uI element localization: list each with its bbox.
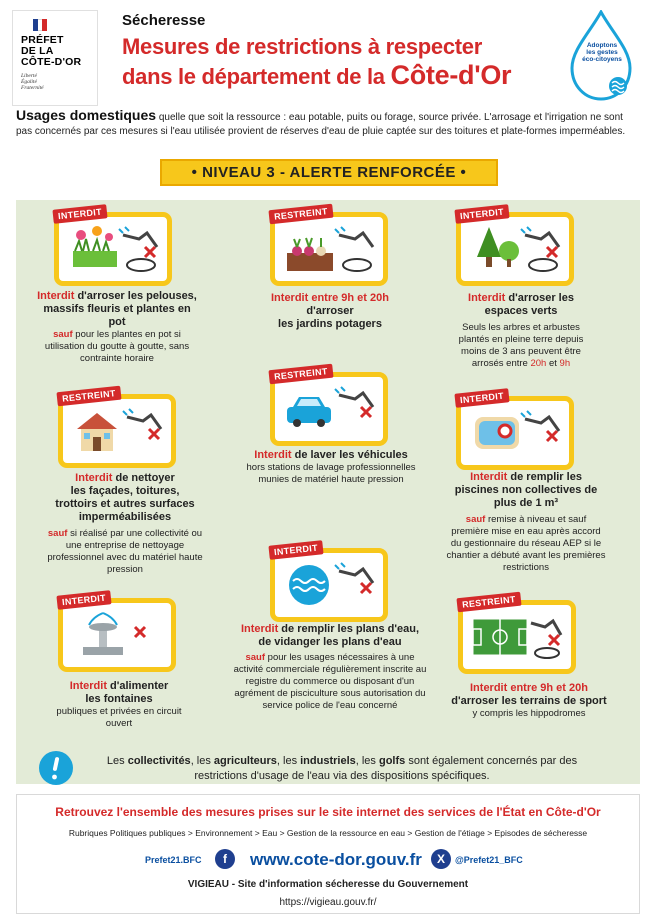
water-plan-restriction	[232, 623, 428, 712]
green-spaces-restriction	[446, 292, 596, 370]
card-subtitle-3: imperméabilisées	[78, 511, 172, 523]
fountain-icon	[63, 603, 171, 667]
alert-level-banner: • NIVEAU 3 - ALERTE RENFORCÉE •	[160, 159, 498, 186]
breadcrumb: Rubriques Politiques publiques > Environnement > Eau > Gestion de la ressource en eau > Gestion de l'étiage > Episodes de sécheresse	[68, 828, 588, 838]
restreint-tag: RESTREINT	[268, 364, 333, 385]
x-handle[interactable]: @Prefet21_BFC	[455, 855, 523, 865]
garden-restriction-icon-box	[270, 206, 388, 286]
card-title-red: Interdit	[69, 680, 107, 692]
note-red: sauf	[245, 652, 266, 663]
card-title-rest: d'alimenter	[106, 680, 169, 692]
lawn-restriction	[34, 290, 200, 365]
restreint-tag: RESTREINT	[56, 386, 121, 407]
pool-restriction	[446, 471, 606, 574]
note-red: sauf	[53, 329, 73, 340]
card-title-rest: de laver les véhicules	[291, 449, 408, 461]
note-text: si réalisé par une collectivité ou une entreprise de nettoyage professionnel avec du matériel haute pression	[47, 528, 203, 575]
info-collectivites: collectivités	[127, 755, 191, 767]
vehicle-restriction	[246, 449, 416, 486]
vigieau-url[interactable]: https://vigieau.gouv.fr/	[279, 897, 377, 908]
card-title-rest: de nettoyer	[112, 472, 175, 484]
card-title	[40, 472, 210, 485]
card-subtitle-2: les jardins potagers	[278, 318, 382, 330]
restreint-tag: RESTREINT	[456, 592, 521, 613]
vegetable-garden-icon	[275, 217, 383, 281]
interdit-tag: INTERDIT	[454, 388, 509, 408]
title-line-2	[122, 61, 572, 91]
vehicle-restriction-icon-box	[270, 366, 388, 446]
card-subtitle: les fontaines	[85, 693, 153, 705]
card-title	[446, 682, 612, 695]
card-title-red: Interdit	[75, 472, 113, 484]
note-red: sauf	[465, 514, 486, 525]
sports-field-icon	[463, 605, 571, 669]
card-subtitle: d'arroser les terrains de sport	[451, 695, 607, 707]
card-note	[34, 329, 200, 365]
note-red: sauf	[47, 528, 68, 539]
info-part-4: , les	[355, 755, 379, 767]
prefet-title: PRÉFET DE LA CÔTE-D'OR	[21, 34, 82, 68]
facade-restriction-icon-box	[58, 388, 176, 468]
note-text: Seuls les arbres et arbustes plantés en pleine terre depuis moins de 3 ans peuvent être arrosés entre	[458, 322, 584, 369]
facebook-handle[interactable]: Prefet21.BFC	[145, 855, 202, 865]
card-title-red: Interdit	[470, 471, 508, 483]
info-industriels: industriels	[300, 755, 356, 767]
lawn-flowers-icon	[59, 217, 167, 281]
fountain-restriction-icon-box	[58, 592, 176, 672]
prefet-motto: Liberté Égalité Fraternité	[21, 73, 44, 91]
info-part-5: sont également concernés par des restrictions d'usage de l'eau via des dispositions spécifiques.	[194, 755, 578, 782]
card-title-red: Interdit	[37, 290, 75, 302]
social-row	[17, 849, 639, 871]
card-title-rest: d'arroser les	[505, 292, 574, 304]
website-link[interactable]: www.cote-dor.gouv.fr	[250, 850, 422, 869]
green-spaces-restriction-icon-box	[456, 206, 574, 286]
card-title-red: Interdit	[468, 292, 506, 304]
info-part-1: Les	[106, 755, 128, 767]
eco-badge-text: Adoptons les gestes éco-citoyens	[582, 42, 622, 63]
restreint-tag: RESTREINT	[268, 204, 333, 225]
sports-field-restriction-icon-box	[458, 594, 576, 674]
card-title-rest: de remplir les plans d'eau,	[278, 623, 420, 635]
card-title	[250, 292, 410, 305]
x-twitter-icon[interactable]: X	[431, 849, 451, 869]
card-subtitle: espaces verts	[484, 305, 558, 317]
card-note	[446, 322, 596, 370]
card-note	[446, 514, 606, 574]
facebook-icon[interactable]: f	[215, 849, 235, 869]
footer-headline: Retrouvez l'ensemble des mesures prises sur le site internet des services de l'État en Côte-d'Or	[55, 805, 601, 819]
card-title-red: Interdit	[254, 449, 292, 461]
french-flag-icon	[33, 19, 47, 31]
card-subtitle: piscines non collectives de	[454, 484, 598, 496]
house-icon	[63, 399, 171, 463]
interdit-tag: INTERDIT	[454, 204, 509, 224]
fountain-restriction	[44, 680, 194, 730]
garden-restriction	[250, 292, 410, 331]
pool-restriction-icon-box	[456, 390, 574, 470]
card-title-red: Interdit	[240, 623, 279, 635]
card-title	[446, 292, 596, 305]
department-name: Côte-d'Or	[390, 60, 512, 90]
page-title	[122, 33, 572, 91]
category-label: Sécheresse	[122, 12, 206, 29]
card-subtitle-2: plus de 1 m³	[493, 497, 559, 509]
title-line-2-text: dans le département de la	[122, 64, 391, 89]
card-note: y compris les hippodromes	[472, 708, 586, 719]
note-text: pour les usages nécessaires à une activité commerciale régulièrement inscrite au registre du commerce ou disposant d'un agrément de pisciculture sous autorisation du service police de l'eau concerné	[233, 652, 427, 711]
footer	[16, 794, 640, 914]
card-note: publiques et privées en circuit ouvert	[56, 706, 182, 729]
note-hour-1: 20h	[530, 358, 547, 369]
other-sectors-notice	[82, 754, 602, 784]
pool-icon	[461, 401, 569, 465]
card-title	[446, 471, 606, 484]
warning-icon	[38, 750, 74, 786]
info-golfs: golfs	[378, 755, 406, 767]
interdit-tag: INTERDIT	[268, 540, 323, 560]
card-subtitle: les façades, toitures,	[70, 485, 180, 497]
sports-field-restriction	[446, 682, 612, 720]
card-title-rest: de remplir les	[507, 471, 582, 483]
card-note	[40, 528, 210, 576]
vigieau-title: VIGIEAU - Site d'information sécheresse du Gouvernement	[187, 879, 469, 890]
intro-text	[16, 108, 636, 139]
water-plan-restriction-icon-box	[270, 542, 388, 622]
card-subtitle: de vidanger les plans d'eau	[258, 636, 402, 648]
intro-body: quelle que soit la ressource : eau potable, puits ou forage, source privée. L'arrosage et l'irrigation ne sont pas concernés par ces mesures si l'eau utilisée provient de réserves d'eau de pluie captée sur des toitures et plate-formes imperméables.	[16, 112, 626, 137]
trees-icon	[461, 217, 569, 281]
card-title-red: Interdit entre 9h et 20h	[271, 292, 389, 304]
intro-heading: Usages domestiques	[16, 107, 157, 123]
lawn-restriction-icon-box	[54, 206, 172, 286]
info-agriculteurs: agriculteurs	[213, 755, 277, 767]
water-plan-icon	[275, 553, 383, 617]
prefet-logo	[12, 10, 98, 106]
car-icon	[275, 377, 383, 441]
card-title	[34, 290, 200, 303]
title-line-1: Mesures de restrictions à respecter	[122, 34, 483, 59]
card-title-red: Interdit entre 9h et 20h	[470, 682, 588, 694]
interdit-tag: INTERDIT	[52, 204, 107, 224]
note-text: remise à niveau et sauf première mise en eau après accord du gestionnaire du réseau AEP si le chantier a débuté avant les premières restrictions	[446, 514, 606, 573]
card-subtitle-2: trottoirs et autres surfaces	[55, 498, 195, 510]
card-title-rest: d'arroser les pelouses,	[74, 290, 197, 302]
card-title	[232, 623, 428, 636]
info-part-3: , les	[276, 755, 301, 767]
card-subtitle: d'arroser	[306, 305, 354, 317]
interdit-tag: INTERDIT	[56, 590, 111, 610]
card-note	[232, 652, 428, 712]
card-title	[44, 680, 194, 693]
facade-restriction	[40, 472, 210, 576]
card-subtitle: massifs fleuris et plantes en pot	[43, 303, 191, 328]
note-text: pour les plantes en pot si utilisation du goutte à goutte, sans contrainte horaire	[44, 329, 190, 364]
note-and: et	[546, 358, 560, 369]
card-note: hors stations de lavage professionnelles munies de matériel haute pression	[246, 462, 416, 485]
info-part-2: , les	[190, 755, 214, 767]
note-hour-2: 9h	[559, 358, 571, 369]
card-title	[246, 449, 416, 462]
